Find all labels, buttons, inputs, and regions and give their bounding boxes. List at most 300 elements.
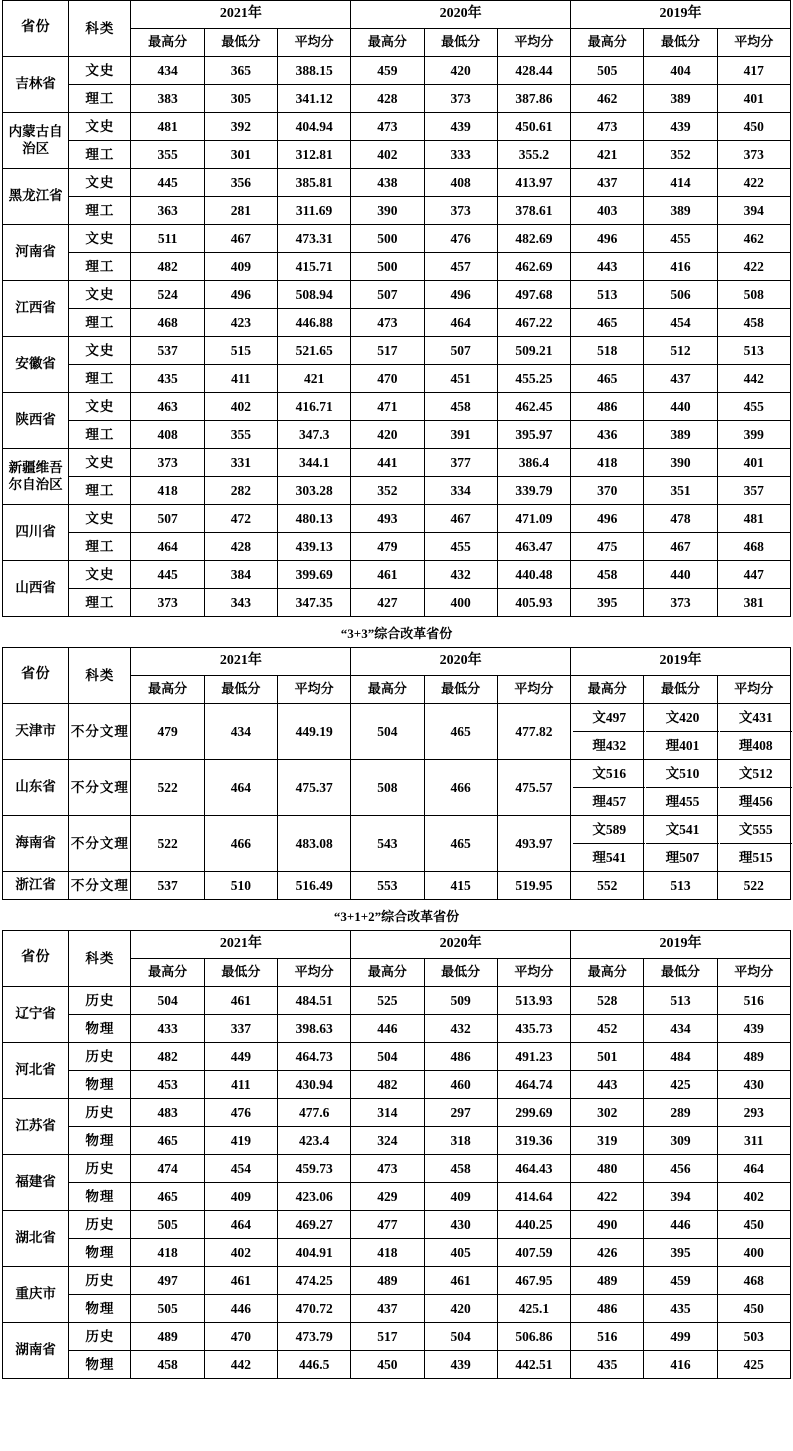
score-cell: 437 (351, 1295, 424, 1323)
score-cell: 489 (717, 1043, 790, 1071)
score-cell: 475.37 (277, 760, 350, 816)
score-cell: 467 (424, 505, 497, 533)
score-cell: 439 (644, 113, 717, 141)
score-cell: 477.82 (497, 704, 570, 760)
province-cell (3, 561, 69, 617)
category-cell: 物理 (69, 1015, 131, 1043)
score-cell: 469.27 (277, 1211, 350, 1239)
score-cell: 466 (424, 760, 497, 816)
score-cell: 352 (351, 477, 424, 505)
header-metric-2-3: 平均分 (497, 29, 570, 57)
score-cell: 409 (204, 1183, 277, 1211)
score-cell: 465 (571, 309, 644, 337)
header-metric-3-2: 最低分 (644, 959, 717, 987)
score-cell: 398.63 (277, 1015, 350, 1043)
score-cell: 455 (717, 393, 790, 421)
score-cell: 439 (424, 113, 497, 141)
score-cell: 319 (571, 1127, 644, 1155)
category-cell: 历史 (69, 1099, 131, 1127)
split-row (646, 788, 718, 816)
header-metric-3-2: 最低分 (644, 676, 717, 704)
header-metric-3-3: 平均分 (717, 676, 790, 704)
table-row (3, 113, 791, 141)
score-cell: 387.86 (497, 85, 570, 113)
score-cell: 486 (424, 1043, 497, 1071)
province-cell (3, 1267, 69, 1323)
score-cell: 401 (717, 449, 790, 477)
score-cell: 404 (644, 57, 717, 85)
score-cell: 281 (204, 197, 277, 225)
table-row (3, 872, 791, 900)
score-cell: 318 (424, 1127, 497, 1155)
score-cell: 517 (351, 337, 424, 365)
header-metric-3-3: 平均分 (717, 959, 790, 987)
header-province: 省份 (3, 648, 69, 704)
category-cell: 文史 (69, 449, 131, 477)
score-cell: 432 (424, 1015, 497, 1043)
score-cell: 440 (644, 393, 717, 421)
score-cell: 409 (204, 253, 277, 281)
score-cell: 446 (644, 1211, 717, 1239)
category-cell: 文史 (69, 169, 131, 197)
score-cell: 450 (717, 1295, 790, 1323)
table-header-row-years (3, 648, 791, 676)
score-cell: 425 (644, 1071, 717, 1099)
category-cell: 历史 (69, 1155, 131, 1183)
score-cell: 385.81 (277, 169, 350, 197)
split-score-table (646, 816, 718, 871)
score-cell: 400 (717, 1239, 790, 1267)
score-cell: 477.6 (277, 1099, 350, 1127)
split-score-table (720, 816, 792, 871)
score-cell: 297 (424, 1099, 497, 1127)
province-label: 陕西省 (15, 412, 56, 428)
score-cell: 337 (204, 1015, 277, 1043)
score-cell-split (717, 704, 790, 760)
category-cell: 不分文理 (69, 816, 131, 872)
score-cell: 425.1 (497, 1295, 570, 1323)
score-cell: 355 (131, 141, 204, 169)
score-cell: 490 (571, 1211, 644, 1239)
split-row (573, 732, 645, 760)
split-score-cell: 理455 (665, 793, 700, 809)
score-cell: 442 (204, 1351, 277, 1379)
score-cell: 402 (351, 141, 424, 169)
header-metric-2-3: 平均分 (497, 959, 570, 987)
score-cell: 422 (717, 169, 790, 197)
split-score-cell: 理515 (738, 849, 773, 865)
score-cell: 429 (351, 1183, 424, 1211)
score-cell: 505 (131, 1211, 204, 1239)
score-cell: 483.08 (277, 816, 350, 872)
category-cell: 理工 (69, 421, 131, 449)
score-cell: 467 (644, 533, 717, 561)
score-cell: 395.97 (497, 421, 570, 449)
score-cell: 489 (131, 1323, 204, 1351)
header-metric-2-2: 最低分 (424, 959, 497, 987)
score-cell: 493 (351, 505, 424, 533)
score-cell: 515 (204, 337, 277, 365)
table-row (3, 253, 791, 281)
split-score-table (573, 760, 645, 815)
score-cell: 457 (424, 253, 497, 281)
score-cell: 407.59 (497, 1239, 570, 1267)
score-cell-split (571, 704, 644, 760)
score-cell: 506.86 (497, 1323, 570, 1351)
score-cell: 355 (204, 421, 277, 449)
score-cell: 501 (571, 1043, 644, 1071)
score-cell: 473 (571, 113, 644, 141)
score-cell: 434 (131, 57, 204, 85)
category-cell: 物理 (69, 1127, 131, 1155)
table-row (3, 505, 791, 533)
score-cell: 524 (131, 281, 204, 309)
split-score-cell: 理457 (592, 793, 627, 809)
header-category: 科类 (69, 931, 131, 987)
province-cell (3, 169, 69, 225)
table-row (3, 1015, 791, 1043)
score-cell: 408 (131, 421, 204, 449)
split-row (720, 704, 792, 732)
score-cell: 464 (131, 533, 204, 561)
score-cell: 428 (351, 85, 424, 113)
score-cell: 413.97 (497, 169, 570, 197)
score-cell: 305 (204, 85, 277, 113)
table-row (3, 225, 791, 253)
header-province: 省份 (3, 1, 69, 57)
score-cell: 394 (717, 197, 790, 225)
score-cell: 497.68 (497, 281, 570, 309)
header-metric-1-1: 最高分 (131, 29, 204, 57)
category-cell: 物理 (69, 1071, 131, 1099)
score-cell: 476 (204, 1099, 277, 1127)
score-cell: 388.15 (277, 57, 350, 85)
score-cell: 473.79 (277, 1323, 350, 1351)
score-cell: 384 (204, 561, 277, 589)
score-cell-split (717, 760, 790, 816)
score-cell: 365 (204, 57, 277, 85)
score-cell: 466 (204, 816, 277, 872)
header-year-2: 2020年 (351, 648, 571, 676)
score-cell: 392 (204, 113, 277, 141)
table-row (3, 1267, 791, 1295)
province-cell (3, 1099, 69, 1155)
score-cell: 481 (717, 505, 790, 533)
score-cell: 528 (571, 987, 644, 1015)
score-cell: 450 (351, 1351, 424, 1379)
split-row (573, 760, 645, 788)
category-cell: 理工 (69, 533, 131, 561)
score-cell-split (644, 760, 717, 816)
table-row (3, 1099, 791, 1127)
split-score-cell: 理456 (738, 793, 773, 809)
table-row (3, 281, 791, 309)
score-cell: 462 (717, 225, 790, 253)
split-row (720, 760, 792, 788)
score-cell: 465 (131, 1183, 204, 1211)
province-cell (3, 816, 69, 872)
score-cell: 383 (131, 85, 204, 113)
score-cell: 479 (351, 533, 424, 561)
score-cell: 461 (351, 561, 424, 589)
score-cell: 552 (571, 872, 644, 900)
split-score-cell: 理507 (665, 849, 700, 865)
province-label: 内蒙古自治区 (8, 123, 63, 156)
header-metric-2-1: 最高分 (351, 959, 424, 987)
score-cell: 468 (131, 309, 204, 337)
score-cell: 486 (571, 1295, 644, 1323)
table-row (3, 760, 791, 816)
score-cell: 470 (204, 1323, 277, 1351)
score-cell: 491.23 (497, 1043, 570, 1071)
score-cell: 510 (204, 872, 277, 900)
header-year-3: 2019年 (571, 648, 791, 676)
score-cell: 405.93 (497, 589, 570, 617)
score-cell: 289 (644, 1099, 717, 1127)
table-row (3, 337, 791, 365)
score-cell: 525 (351, 987, 424, 1015)
score-cell: 309 (644, 1127, 717, 1155)
province-cell (3, 113, 69, 169)
table-row (3, 421, 791, 449)
score-cell: 475.57 (497, 760, 570, 816)
score-cell: 416 (644, 1351, 717, 1379)
score-cell: 439 (424, 1351, 497, 1379)
score-cell: 483 (131, 1099, 204, 1127)
score-cell: 420 (351, 421, 424, 449)
score-cell: 445 (131, 169, 204, 197)
header-metric-2-1: 最高分 (351, 676, 424, 704)
score-cell: 464 (717, 1155, 790, 1183)
score-cell: 467 (204, 225, 277, 253)
province-label: 江苏省 (15, 1118, 56, 1134)
table-row (3, 1239, 791, 1267)
score-cell: 347.35 (277, 589, 350, 617)
score-cell: 507 (424, 337, 497, 365)
split-score-cell: 文497 (573, 704, 645, 732)
score-cell: 404.91 (277, 1239, 350, 1267)
split-score-cell: 文516 (573, 760, 645, 788)
score-cell: 438 (351, 169, 424, 197)
score-cell: 504 (351, 1043, 424, 1071)
score-cell: 373 (644, 589, 717, 617)
table-row (3, 85, 791, 113)
header-year-3: 2019年 (571, 1, 791, 29)
score-cell: 319.36 (497, 1127, 570, 1155)
section-title-33: “3+3”综合改革省份 (340, 626, 453, 641)
province-label: 山东省 (15, 779, 56, 795)
split-score-cell: 理432 (592, 737, 627, 753)
header-year-2: 2020年 (351, 1, 571, 29)
score-cell: 293 (717, 1099, 790, 1127)
split-row (720, 844, 792, 872)
score-cell: 437 (571, 169, 644, 197)
score-cell: 400 (424, 589, 497, 617)
score-cell: 426 (571, 1239, 644, 1267)
score-cell: 422 (717, 253, 790, 281)
score-cell: 378.61 (497, 197, 570, 225)
score-cell: 422 (571, 1183, 644, 1211)
score-cell: 416 (644, 253, 717, 281)
category-cell: 物理 (69, 1351, 131, 1379)
split-score-cell: 理401 (665, 737, 700, 753)
score-cell: 435.73 (497, 1015, 570, 1043)
header-metric-3-1: 最高分 (571, 29, 644, 57)
score-cell: 516.49 (277, 872, 350, 900)
score-cell: 504 (351, 704, 424, 760)
score-cell: 446 (204, 1295, 277, 1323)
score-cell: 446.88 (277, 309, 350, 337)
score-cell: 504 (131, 987, 204, 1015)
score-cell: 355.2 (497, 141, 570, 169)
score-cell: 537 (131, 337, 204, 365)
score-cell: 441 (351, 449, 424, 477)
split-score-cell: 文510 (646, 760, 718, 788)
province-cell (3, 505, 69, 561)
score-cell: 500 (351, 225, 424, 253)
province-cell (3, 337, 69, 393)
score-cell: 467.95 (497, 1267, 570, 1295)
score-cell: 468 (717, 1267, 790, 1295)
score-cell: 516 (717, 987, 790, 1015)
score-cell: 543 (351, 816, 424, 872)
score-cell: 477 (351, 1211, 424, 1239)
split-score-table (646, 760, 718, 815)
score-cell: 500 (351, 253, 424, 281)
province-label: 新疆维吾尔自治区 (8, 459, 63, 492)
score-cell: 513 (644, 872, 717, 900)
score-cell: 458 (131, 1351, 204, 1379)
split-row (720, 816, 792, 844)
score-cell: 414.64 (497, 1183, 570, 1211)
score-cell: 421 (277, 365, 350, 393)
score-cell: 324 (351, 1127, 424, 1155)
score-cell: 311 (717, 1127, 790, 1155)
table-row (3, 393, 791, 421)
score-cell: 311.69 (277, 197, 350, 225)
score-cell: 463 (131, 393, 204, 421)
score-cell: 508 (351, 760, 424, 816)
province-label: 山西省 (15, 580, 56, 596)
score-cell-split (644, 704, 717, 760)
header-year-1: 2021年 (131, 648, 351, 676)
score-cell: 518 (571, 337, 644, 365)
score-cell: 408 (424, 169, 497, 197)
score-cell: 439.13 (277, 533, 350, 561)
score-cell: 456 (644, 1155, 717, 1183)
score-cell: 449.19 (277, 704, 350, 760)
score-cell: 481 (131, 113, 204, 141)
score-cell: 409 (424, 1183, 497, 1211)
score-cell: 461 (424, 1267, 497, 1295)
score-cell: 507 (131, 505, 204, 533)
split-score-table (573, 816, 645, 871)
score-cell: 440.25 (497, 1211, 570, 1239)
score-cell: 455 (424, 533, 497, 561)
province-label: 吉林省 (15, 76, 56, 92)
score-cell: 470.72 (277, 1295, 350, 1323)
score-cell: 462.69 (497, 253, 570, 281)
score-cell: 461 (204, 987, 277, 1015)
header-year-1: 2021年 (131, 1, 351, 29)
score-cell: 391 (424, 421, 497, 449)
split-score-table (573, 704, 645, 759)
score-cell-split (717, 816, 790, 872)
table-row (3, 1323, 791, 1351)
score-cell: 347.3 (277, 421, 350, 449)
score-cell: 522 (717, 872, 790, 900)
table-312-provinces (2, 930, 791, 1379)
split-score-cell: 文541 (646, 816, 718, 844)
score-cell: 425 (717, 1351, 790, 1379)
score-cell: 443 (571, 253, 644, 281)
score-cell: 450 (717, 113, 790, 141)
score-cell: 465 (131, 1127, 204, 1155)
score-cell: 459 (351, 57, 424, 85)
score-cell: 508 (717, 281, 790, 309)
score-cell: 459.73 (277, 1155, 350, 1183)
score-cell: 423 (204, 309, 277, 337)
score-cell: 522 (131, 816, 204, 872)
table-row (3, 169, 791, 197)
score-cell: 464.73 (277, 1043, 350, 1071)
score-cell: 443 (571, 1071, 644, 1099)
split-score-cell: 文431 (720, 704, 792, 732)
score-cell: 503 (717, 1323, 790, 1351)
split-score-cell: 理541 (592, 849, 627, 865)
score-cell: 499 (644, 1323, 717, 1351)
score-cell: 299.69 (497, 1099, 570, 1127)
score-cell: 418 (131, 1239, 204, 1267)
score-cell: 460 (424, 1071, 497, 1099)
score-cell-split (571, 816, 644, 872)
score-cell: 496 (204, 281, 277, 309)
score-cell: 476 (424, 225, 497, 253)
split-score-cell: 文420 (646, 704, 718, 732)
table-row (3, 987, 791, 1015)
score-cell: 339.79 (497, 477, 570, 505)
score-cell: 437 (644, 365, 717, 393)
score-cell: 314 (351, 1099, 424, 1127)
score-cell: 458 (571, 561, 644, 589)
header-category: 科类 (69, 648, 131, 704)
province-cell (3, 987, 69, 1043)
score-cell: 452 (571, 1015, 644, 1043)
score-cell: 418 (351, 1239, 424, 1267)
score-cell-split (644, 816, 717, 872)
score-cell: 303.28 (277, 477, 350, 505)
score-cell: 464 (204, 760, 277, 816)
score-cell: 390 (351, 197, 424, 225)
score-cell: 482.69 (497, 225, 570, 253)
province-cell (3, 1323, 69, 1379)
score-cell: 446.5 (277, 1351, 350, 1379)
score-cell: 428.44 (497, 57, 570, 85)
score-cell: 508.94 (277, 281, 350, 309)
category-cell: 文史 (69, 281, 131, 309)
score-cell: 357 (717, 477, 790, 505)
score-cell: 471.09 (497, 505, 570, 533)
split-score-table (720, 704, 792, 759)
table-row (3, 816, 791, 872)
score-cell: 447 (717, 561, 790, 589)
score-cell: 420 (424, 1295, 497, 1323)
category-cell: 物理 (69, 1295, 131, 1323)
score-cell: 373 (131, 449, 204, 477)
province-cell (3, 704, 69, 760)
score-cell: 436 (571, 421, 644, 449)
category-cell: 历史 (69, 1043, 131, 1071)
